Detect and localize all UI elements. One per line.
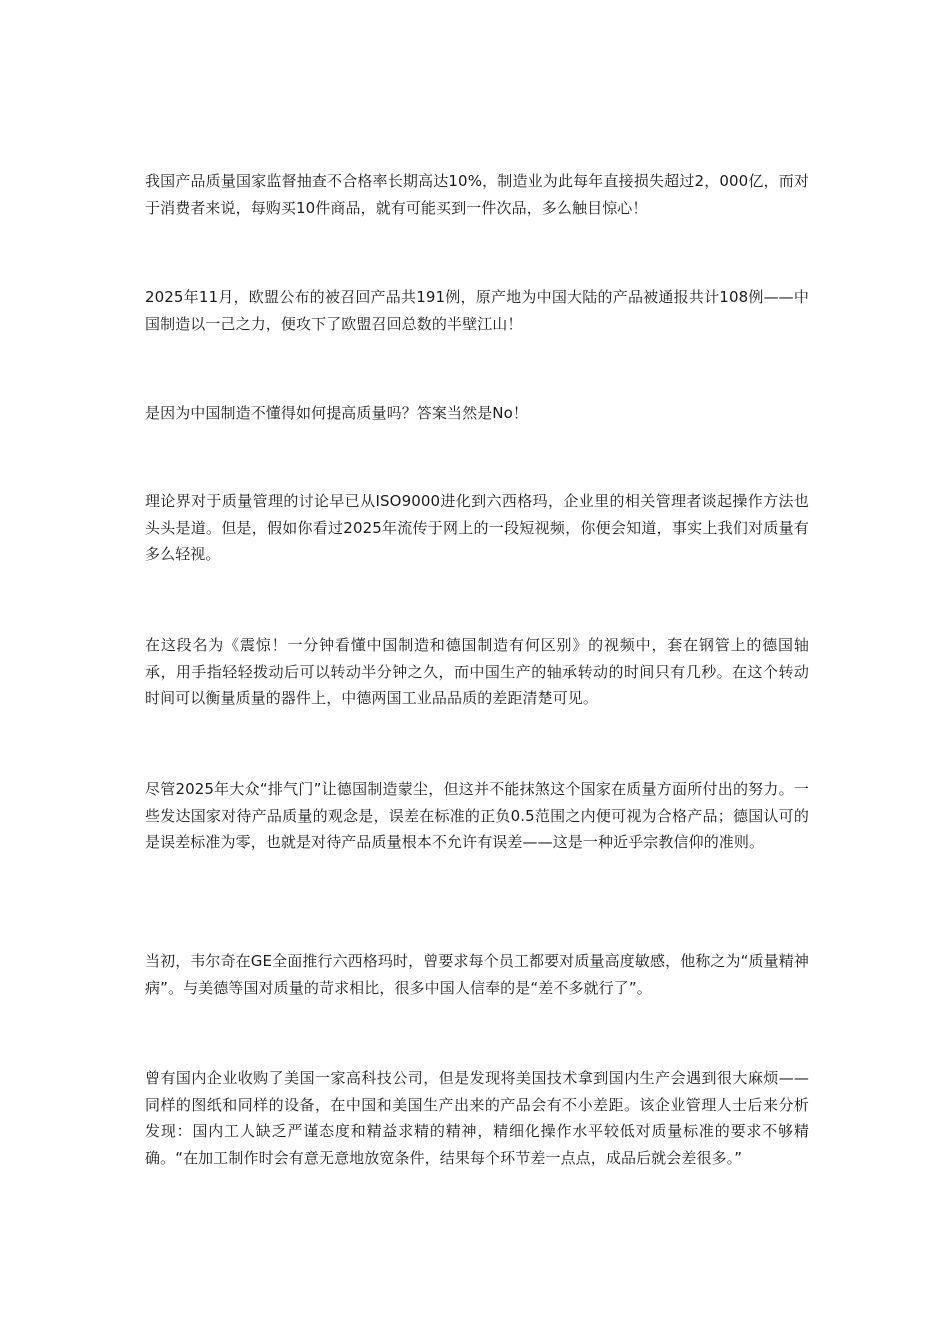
paragraph-eu-recall: 2025年11月，欧盟公布的被召回产品共191例，原产地为中国大陆的产品被通报共计108例——中国制造以一己之力，便攻下了欧盟召回总数的半壁江山！ (145, 288, 809, 333)
paragraph-question: 是因为中国制造不懂得如何提高质量吗？答案当然是No！ (145, 404, 529, 422)
paragraph-german-standard: 尽管2025年大众“排气门”让德国制造蒙尘，但这并不能抹煞这个国家在质量方面所付出的努力。一些发达国家对待产品质量的观念是，误差在标准的正负0.5范围之内便可视为合格产品；德国认可的是误差标准为零，也就是对待产品质量根本不允许有误差——这是一种近乎宗教信仰的准则。 (145, 780, 809, 851)
paragraph-theory: 理论界对于质量管理的讨论早已从ISO9000进化到六西格玛，企业里的相关管理者谈起操作方法也头头是道。但是，假如你看过2025年流传于网上的一段短视频，你便会知道，事实上我们对质量有多么轻视。 (145, 492, 809, 563)
paragraph-quality-statistics: 我国产品质量国家监督抽查不合格率长期高达10%，制造业为此每年直接损失超过2，000亿，而对于消费者来说，每购买10件商品，就有可能买到一件次品，多么触目惊心！ (145, 172, 809, 217)
paragraph-acquisition: 曾有国内企业收购了美国一家高科技公司，但是发现将美国技术拿到国内生产会遇到很大麻烦——同样的图纸和同样的设备，在中国和美国生产出来的产品会有不小差距。该企业管理人士后来分析发现：国内工人缺乏严谨态度和精益求精的精神，精细化操作水平较低对质量标准的要求不够精确。“在加工制作时会有意无意地放宽条件，结果每个环节差一点点，成品后就会差很多。” (145, 1069, 809, 1167)
paragraph-welch-ge: 当初，韦尔奇在GE全面推行六西格玛时，曾要求每个员工都要对质量高度敏感，他称之为“质量精神病”。与美德等国对质量的苛求相比，很多中国人信奉的是“差不多就行了”。 (145, 952, 809, 997)
paragraph-bearing-video: 在这段名为《震惊！一分钟看懂中国制造和德国制造有何区别》的视频中，套在钢管上的德国轴承，用手指轻轻拨动后可以转动半分钟之久，而中国生产的轴承转动的时间只有几秒。在这个转动时间可以衡量质量的器件上，中德两国工业品品质的差距清楚可见。 (145, 636, 809, 707)
